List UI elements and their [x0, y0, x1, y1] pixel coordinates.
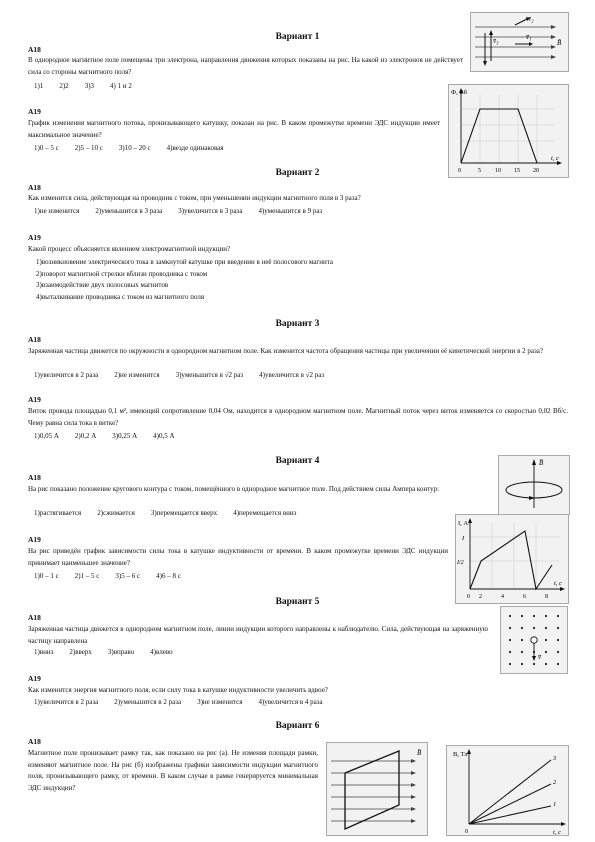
field-dot — [521, 651, 523, 653]
v3-q1-text: Заряженная частица движется по окружности в однородном магнитном поле. Как изменится частота обращения частицы при увеличении её кинетической энергии в 2 раза? — [28, 347, 544, 355]
b-label: B̄ — [557, 39, 562, 47]
v2-q1-options — [34, 207, 338, 215]
tick-label: 15 — [514, 168, 520, 174]
option-1[interactable]: 1)увеличится в 2 раза — [34, 371, 99, 379]
option-3[interactable]: 3)5 – 6 с — [115, 572, 141, 580]
v4-q1-options — [34, 509, 312, 517]
field-dot — [509, 651, 511, 653]
tick-label: 10 — [495, 168, 501, 174]
v6-frame-figure — [326, 742, 428, 836]
option-3[interactable]: 3)уменьшится в √2 раз — [175, 371, 244, 379]
field-dot — [521, 663, 523, 665]
option-4[interactable]: 4)уменьшится в 9 раз — [258, 207, 323, 215]
option-4[interactable]: 4) 1 и 2 — [110, 82, 132, 90]
field-dot — [557, 651, 559, 653]
option-2[interactable]: 2)вверх — [69, 648, 92, 656]
v4-q1-number: А18 — [28, 473, 41, 482]
option-1[interactable]: 1)вниз — [34, 648, 54, 656]
field-dot — [533, 663, 535, 665]
option-2[interactable]: 2)поворот магнитной стрелки вблизи проводника с током — [36, 269, 208, 278]
field-dot — [533, 627, 535, 629]
variant-4-title: Вариант 4 — [275, 456, 320, 466]
field-dot — [557, 663, 559, 665]
v4-current-chart — [455, 514, 569, 604]
field-dot — [521, 627, 523, 629]
option-1[interactable]: 1)возникновение электрического тока в замкнутой катушке при введении в неё полосового магнита — [36, 258, 334, 266]
v1-label: v̄₁ — [526, 33, 532, 41]
field-dot — [509, 615, 511, 617]
b-label: B̄ — [539, 459, 544, 467]
option-2[interactable]: 2)сжимается — [97, 509, 135, 517]
v2-q2-options — [36, 257, 333, 303]
variant-6-title: Вариант 6 — [275, 721, 320, 731]
option-3[interactable]: 3)0,25 А — [112, 432, 138, 440]
option-1[interactable]: 1)не изменится — [34, 207, 80, 215]
v3-q1-number: А18 — [28, 335, 41, 344]
option-2[interactable]: 2)2 — [59, 82, 69, 90]
field-dot — [545, 663, 547, 665]
option-3[interactable]: 3)взаимодействие двух полосовых магнитов — [36, 281, 169, 290]
option-2[interactable]: 2)1 – 5 с — [74, 572, 100, 580]
field-dot — [545, 627, 547, 629]
v5-q1-text: Заряженная частица движется в однородном магнитном поле, линии индукции которого направлены к наблюдателю. Сила, действующая на заряженную частицу направлена — [28, 625, 488, 645]
field-dot — [533, 615, 535, 617]
option-4[interactable]: 4)6 – 8 с — [156, 572, 181, 580]
v2-q1-text: Как изменится сила, действующая на проводник с током, при уменьшении индукции магнитного поля в 3 раза? — [28, 194, 361, 202]
v5-q2-number: А19 — [28, 674, 41, 683]
tick-label: 20 — [533, 168, 539, 174]
option-1[interactable]: 1)0,05 А — [34, 432, 59, 440]
tick-label: 5 — [478, 168, 481, 174]
y-axis-label: I, А — [458, 520, 469, 527]
option-1[interactable]: 1)1 — [34, 82, 44, 90]
field-dot — [509, 663, 511, 665]
v5-q2-text: Как изменится энергия магнитного поля, если силу тока в катушке индуктивности увеличить вдвое? — [28, 686, 328, 694]
tick-label: 4 — [501, 594, 504, 600]
field-dot — [545, 639, 547, 641]
v1-q2-text: График изменения магнитного потока, пронизывающего катушку, показан на рис. В каком промежутке времени ЭДС индукции имеет максимальное значение? — [28, 119, 440, 139]
v2-label: v̄₂ — [528, 15, 534, 23]
field-dot — [521, 639, 523, 641]
option-4[interactable]: 4)0,5 А — [153, 432, 175, 440]
origin-label: 0 — [467, 594, 470, 600]
line-label-2: 2 — [553, 779, 557, 786]
v5-field-dots-figure — [500, 606, 568, 674]
v1-q1-number: А18 — [28, 45, 41, 54]
field-dot — [557, 639, 559, 641]
option-1[interactable]: 1)0 – 1 с — [34, 572, 59, 580]
tick-label: 6 — [523, 594, 526, 600]
variant-2-title: Вариант 2 — [275, 168, 320, 178]
v3-q2-options — [34, 432, 191, 440]
y-tick-half-i: I/2 — [457, 560, 464, 566]
b-label: B̄ — [417, 749, 422, 757]
option-3[interactable]: 3)перемещается вверх — [150, 509, 218, 517]
y-axis-label: Ф, Вб — [451, 89, 468, 96]
field-dot — [557, 615, 559, 617]
option-4[interactable]: 4)влево — [150, 648, 173, 656]
field-dot — [545, 615, 547, 617]
variant-3-title: Вариант 3 — [275, 319, 320, 329]
option-1[interactable]: 1)0 – 5 с — [34, 144, 59, 152]
option-3[interactable]: 3)вправо — [107, 648, 135, 656]
v5-q1-options — [34, 648, 189, 656]
option-4[interactable]: 4)везде одинаковая — [166, 144, 224, 152]
v6-q1-text: Магнитное поле пронизывает рамку так, как показано на рис (а). Не изменяя площади рамки, изменяют магнитное поле. На рис (б) изображены графики зависимости индукции магнитного поля, пронизывающего рамку, от времени. В каком случае в рамке генерируется минимальная ЭДС индукции? — [28, 749, 318, 792]
v4-q2-options — [34, 572, 197, 580]
v5-q1-number: А18 — [28, 613, 41, 622]
v3-q2-number: А19 — [28, 395, 41, 404]
v2-q1-number: А18 — [28, 183, 41, 192]
x-axis-label: t, с — [551, 155, 559, 162]
option-3[interactable]: 3)3 — [84, 82, 95, 90]
v4-q1-text: На рис показано положение кругового контура с током, помещённого в однородное магнитное поле. Под действием силы Ампера контур: — [28, 485, 440, 493]
v3-label: v̄₃ — [493, 37, 499, 45]
origin-label: 0 — [458, 168, 461, 174]
option-2[interactable]: 2)уменьшится в 3 раза — [95, 207, 163, 215]
v4-q2-text: На рис приведён график зависимости силы тока в катушке индуктивности от времени. В каком промежутке времени ЭДС индукции принимает наименьшее значение? — [28, 547, 448, 567]
option-2[interactable]: 2)5 – 10 с — [74, 144, 103, 152]
v2-q2-number: А19 — [28, 233, 41, 242]
x-axis-label: t, c — [554, 580, 562, 587]
v1-q1-text: В однородное магнитное поле помещены три электрона, направления движения которых показаны на рис. На какой из электронов не действует сила со стороны магнитного поля? — [28, 56, 463, 76]
option-2[interactable]: 2)0,2 А — [74, 432, 97, 440]
option-4[interactable]: 4)увеличится в √2 раз — [259, 371, 325, 379]
v2-q2-text: Какой процесс объясняется явлением электромагнитной индукции? — [28, 245, 231, 253]
option-4[interactable]: 4)перемещается вниз — [233, 509, 297, 517]
option-1[interactable]: 1)растягивается — [34, 509, 82, 517]
tick-label: 8 — [545, 594, 548, 600]
v1-flux-chart — [448, 84, 569, 178]
v4-loop-figure — [498, 455, 570, 515]
option-4[interactable]: 4)выталкивание проводника с током из магнитного поля — [36, 292, 205, 301]
v-label: v̄ — [538, 653, 542, 661]
v1-field-figure — [470, 12, 569, 72]
line-label-1: 1 — [553, 801, 557, 808]
tick-label: 2 — [479, 594, 482, 600]
v3-q2-text: Виток провода площадью 0,1 м², имеющий сопротивление 0,04 Ом, находится в однородном магнитном поле. Магнитный поток через виток изменяется со скоростью 0,02 Вб/с. Чему равна сила тока в витке? — [28, 407, 568, 427]
v5-q2-options — [34, 698, 339, 706]
line-label-3: 3 — [553, 755, 557, 762]
option-1[interactable]: 1)увеличится в 2 раза — [34, 698, 99, 706]
v6-induction-chart — [446, 745, 569, 836]
field-dot — [509, 627, 511, 629]
v1-q2-number: А19 — [28, 107, 41, 116]
option-4[interactable]: 4)увеличится в 4 раза — [258, 698, 323, 706]
origin-label: 0 — [465, 829, 468, 835]
field-dot — [557, 627, 559, 629]
v1-q2-options — [34, 144, 240, 152]
y-tick-i: I — [462, 535, 465, 542]
variant-5-title: Вариант 5 — [275, 597, 320, 607]
field-dot — [545, 651, 547, 653]
option-2[interactable]: 2)уменьшится в 2 раза — [114, 698, 182, 706]
y-axis-label: B, Тл — [453, 751, 468, 758]
option-2[interactable]: 2)не изменится — [114, 371, 160, 379]
x-axis-label: t, с — [553, 829, 561, 835]
option-3[interactable]: 3)10 – 20 с — [118, 144, 151, 152]
variant-1-title: Вариант 1 — [275, 32, 320, 42]
field-dot — [521, 615, 523, 617]
option-3[interactable]: 3)не изменится — [197, 698, 243, 706]
field-dot — [509, 639, 511, 641]
v4-q2-number: А19 — [28, 535, 41, 544]
v6-q1-number: А18 — [28, 737, 41, 746]
v3-q1-options — [34, 371, 340, 379]
option-3[interactable]: 3)увеличится в 3 раза — [178, 207, 243, 215]
v1-q1-options — [34, 82, 148, 90]
